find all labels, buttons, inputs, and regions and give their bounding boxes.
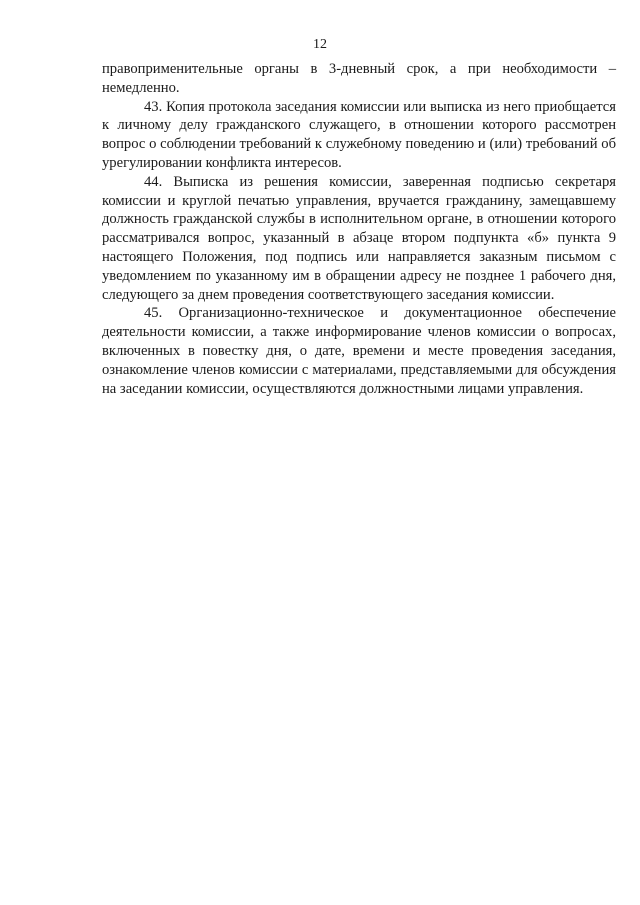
- page-number: 12: [313, 37, 327, 52]
- paragraph-42-continuation: правоприменительные органы в 3-дневный срок, а при необходимости – немедленно.: [102, 61, 616, 96]
- paragraph-43: 43. Копия протокола заседания комиссии или выписка из него приобщается к личному делу гражданского служащего, в отношении которого рассмотрен вопрос о соблюдении требований к служебному поведению и (или) требований об урегулировании конфликта интересов.: [102, 98, 616, 171]
- paragraph-44: 44. Выписка из решения комиссии, заверенная подписью секретаря комиссии и круглой печатью управления, вручается гражданину, замещавшему должность гражданской службы в исполнительном органе, в отношении которого рассматривался вопрос, указанный в абзаце втором подпункта «б» пункта 9 настоящего Положения, под подпись или направляется заказным письмом с уведомлением по указанному им в обращении адресу не позднее 1 рабочего дня, следующего за днем проведения соответствующего заседания комиссии.: [102, 173, 616, 303]
- document-body: [102, 60, 616, 398]
- paragraph-45: 45. Организационно-техническое и документационное обеспечение деятельности комиссии, а также информирование членов комиссии о вопросах, включенных в повестку дня, о дате, времени и месте проведения заседания, ознакомление членов комиссии с материалами, представляемыми для обсуждения на заседании комиссии, осуществляются должностными лицами управления.: [102, 305, 616, 397]
